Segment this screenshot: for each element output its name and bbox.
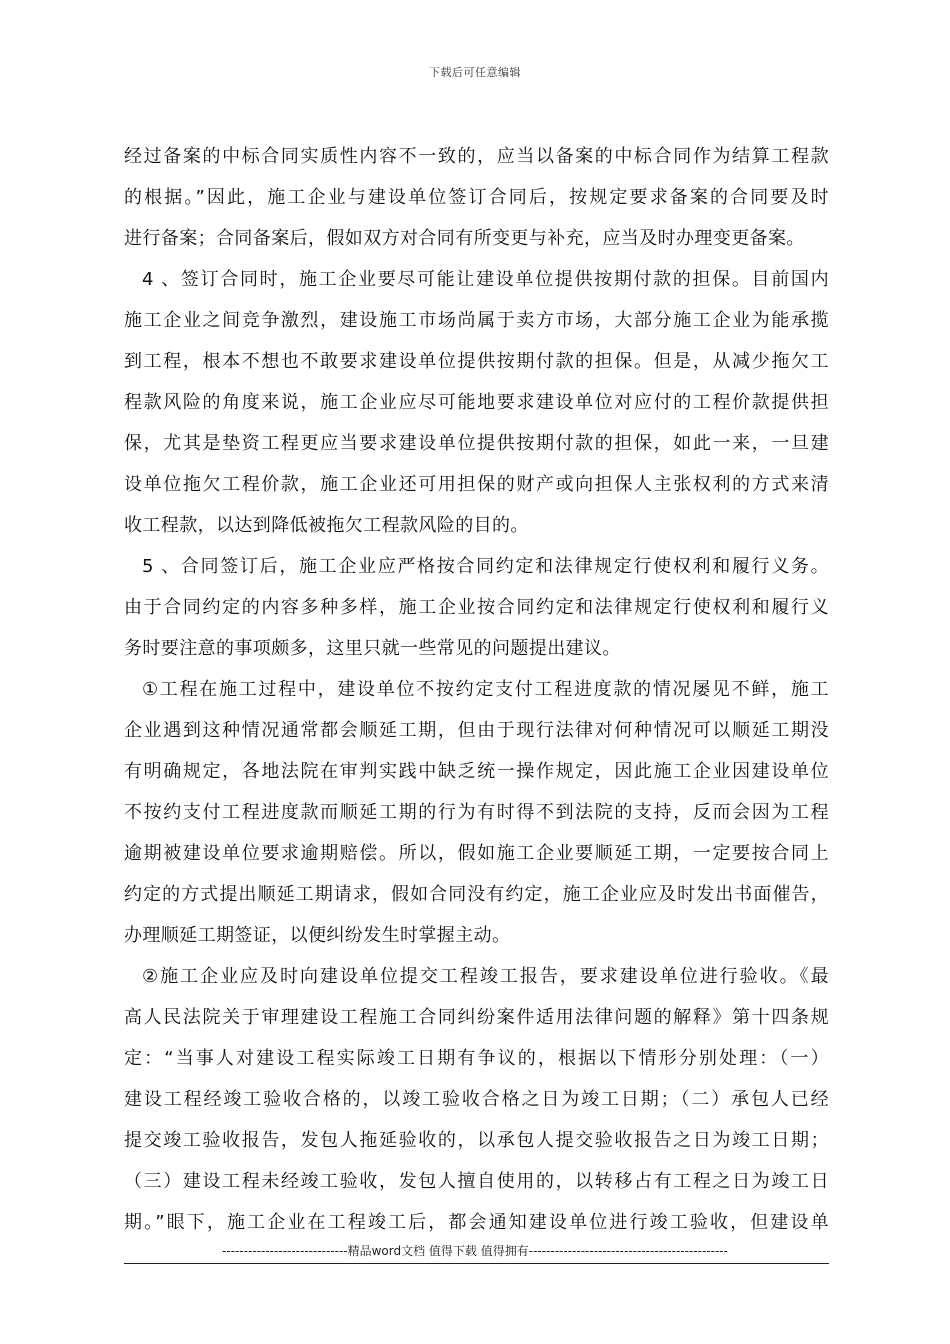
page-footer: -----------------------------精品word文档 值得下载 值得拥有----------------------------------------------	[222, 1244, 728, 1258]
text-line: 期。”眼下，施工企业在工程竣工后，都会通知建设单位进行竣工验收，但建设单	[124, 1212, 829, 1233]
text-line: 4 、签订合同时，施工企业要尽可能让建设单位提供按期付款的担保。目前国内	[142, 269, 829, 290]
text-line: 办理顺延工期签证，以便纠纷发生时掌握主动。	[124, 925, 511, 946]
text-line: ②施工企业应及时向建设单位提交工程竣工报告，要求建设单位进行验收。《最	[142, 966, 829, 987]
text-line: 5 、合同签订后，施工企业应严格按合同约定和法律规定行使权利和履行义务。	[142, 556, 829, 577]
text-line: 程款风险的角度来说，施工企业应尽可能地要求建设单位对应付的工程价款提供担	[124, 392, 829, 413]
text-line: 企业遇到这种情况通常都会顺延工期，但由于现行法律对何种情况可以顺延工期没	[124, 720, 829, 741]
text-line: 设单位拖欠工程价款，施工企业还可用担保的财产或向担保人主张权利的方式来清	[124, 474, 829, 495]
text-line: 提交竣工验收报告，发包人拖延验收的，以承包人提交验收报告之日为竣工日期；	[124, 1130, 829, 1151]
document-body	[124, 136, 829, 1243]
page-header: 下载后可任意编辑	[429, 66, 521, 79]
text-line: 有明确规定，各地法院在审判实践中缺乏统一操作规定，因此施工企业因建设单位	[124, 761, 829, 782]
footer-divider	[124, 1263, 829, 1264]
text-line: ①工程在施工过程中，建设单位不按约定支付工程进度款的情况屡见不鲜，施工	[142, 679, 829, 700]
text-line: 定：“当事人对建设工程实际竣工日期有争议的，根据以下情形分别处理：（一）	[124, 1048, 829, 1069]
text-line: 到工程，根本不想也不敢要求建设单位提供按期付款的担保。但是，从减少拖欠工	[124, 351, 829, 372]
text-line: 高人民法院关于审理建设工程施工合同纠纷案件适用法律问题的解释》第十四条规	[124, 1007, 829, 1028]
text-line: 进行备案；合同备案后，假如双方对合同有所变更与补充，应当及时办理变更备案。	[124, 228, 805, 249]
text-line: 施工企业之间竞争激烈，建设施工市场尚属于卖方市场，大部分施工企业为能承揽	[124, 310, 829, 331]
text-line: 经过备案的中标合同实质性内容不一致的，应当以备案的中标合同作为结算工程款	[124, 146, 829, 167]
text-line: 逾期被建设单位要求逾期赔偿。所以，假如施工企业要顺延工期，一定要按合同上	[124, 843, 829, 864]
text-line: 约定的方式提出顺延工期请求，假如合同没有约定，施工企业应及时发出书面催告，	[124, 884, 829, 905]
text-line: 由于合同约定的内容多种多样，施工企业按合同约定和法律规定行使权利和履行义	[124, 597, 829, 618]
text-line: 务时要注意的事项颇多，这里只就一些常见的问题提出建议。	[124, 638, 621, 659]
text-line: 保，尤其是垫资工程更应当要求建设单位提供按期付款的担保，如此一来，一旦建	[124, 433, 829, 454]
text-line: 建设工程经竣工验收合格的，以竣工验收合格之日为竣工日期；（二）承包人已经	[124, 1089, 829, 1110]
text-line: 不按约支付工程进度款而顺延工期的行为有时得不到法院的支持，反而会因为工程	[124, 802, 829, 823]
text-line: （三）建设工程未经竣工验收，发包人擅自使用的，以转移占有工程之日为竣工日	[124, 1171, 829, 1192]
text-line: 收工程款，以达到降低被拖欠工程款风险的目的。	[124, 515, 529, 536]
text-line: 的根据。”因此，施工企业与建设单位签订合同后，按规定要求备案的合同要及时	[124, 187, 829, 208]
